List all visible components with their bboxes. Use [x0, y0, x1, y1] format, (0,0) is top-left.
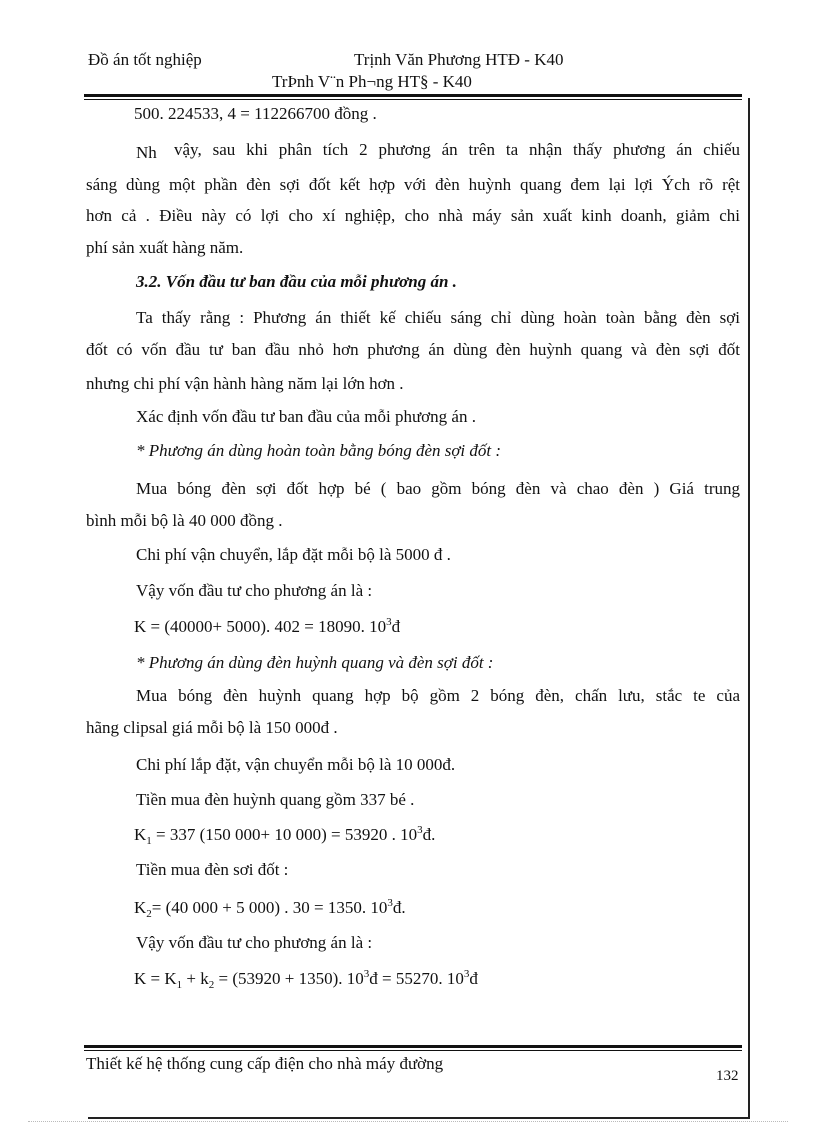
footer-title: Thiết kế hệ thống cung cấp điện cho nhà máy đường: [86, 1054, 444, 1073]
paragraph-7-line-2: hãng clipsal giá mỗi bộ là 150 000đ .: [86, 718, 338, 737]
paragraph-1-start: Nh: [136, 143, 157, 162]
paragraph-4-line-1: Mua bóng đèn sợi đốt hợp bé ( bao gồm bóng đèn và chao đèn ) Giá trung: [136, 479, 740, 498]
formula-k1: $K_1 = 337$ (150 000+ 10 000) = 53920 . $10^3đ$.: [134, 824, 436, 847]
paragraph-1-line-3: hơn cả . Điều này có lợi cho xí nghiệp, cho nhà máy sản xuất kinh doanh, giảm chi: [86, 206, 740, 225]
paragraph-3: Xác định vốn đầu tư ban đầu của mỗi phương án .: [136, 407, 476, 426]
paragraph-1-line-4: phí sản xuất hàng năm.: [86, 238, 244, 257]
footer-rule-thick: [84, 1045, 742, 1048]
option-2-heading: * Phương án dùng đèn huỳnh quang và đèn sợi đốt :: [136, 653, 494, 672]
paragraph-6: Vậy vốn đầu tư cho phương án là :: [136, 581, 373, 600]
option-1-heading: * Phương án dùng hoàn toàn bằng bóng đèn sợi đốt :: [136, 441, 502, 460]
header-left: Đồ án tốt nghiệp: [88, 50, 202, 69]
paragraph-2-line-1: Ta thấy rằng : Phương án thiết kế chiếu sáng chỉ dùng hoàn toàn bằng đèn sợi: [136, 308, 740, 327]
paragraph-11: Vậy vốn đầu tư cho phương án là :: [136, 933, 373, 952]
page-number: 132: [716, 1068, 739, 1084]
paragraph-2-line-3: nhưng chi phí vận hành hàng năm lại lớn hơn .: [86, 374, 404, 393]
paragraph-5: Chi phí vận chuyển, lắp đặt mỗi bộ là 5000 đ .: [136, 545, 451, 564]
page-edge-dotted-line: [28, 1121, 788, 1122]
paragraph-2-line-2: đốt có vốn đầu tư ban đầu nhỏ hơn phương án dùng đèn huỳnh quang và đèn sợi đốt: [86, 340, 740, 359]
formula-k2: $K_2= (40$ 000 + 5 000) . 30 = 1350. $10^3đ$.: [134, 897, 406, 920]
header-rule-thick: [84, 94, 742, 97]
formula-k: K = (40000+ 5000). 402 = 18090. $10^3đ$: [134, 616, 401, 636]
header-garbled-author: TrÞnh V¨n Ph¬ng HT§ - K40: [272, 72, 472, 91]
section-heading: 3.2. Vốn đầu tư ban đầu của mỗi phương án .: [136, 272, 457, 291]
paragraph-1-line-2: sáng dùng một phần đèn sợi đốt kết hợp với đèn huỳnh quang đem lại lợi Ých rõ rệt: [86, 175, 740, 194]
footer-rule-thin: [84, 1050, 742, 1051]
paragraph-10: Tiền mua đèn sơi đốt :: [136, 860, 289, 879]
paragraph-8: Chi phí lắp đặt, vận chuyển mỗi bộ là 10 000đ.: [136, 755, 456, 774]
paragraph-7-line-1: Mua bóng đèn huỳnh quang hợp bộ gồm 2 bóng đèn, chấn lưu, stắc te của: [136, 686, 740, 705]
formula-k-total: $K = K_1 + k_2 = (53920 + 1350)$. $10^3đ = 55270$. $10^3đ$: [134, 968, 478, 991]
page-border-shadow-right: [748, 98, 750, 1118]
header-rule-thin: [84, 99, 742, 100]
calc-line: 500. 224533, 4 = 112266700 đồng .: [134, 104, 377, 123]
paragraph-4-line-2: bình mỗi bộ là 40 000 đồng .: [86, 511, 283, 530]
paragraph-9: Tiền mua đèn huỳnh quang gồm 337 bé .: [136, 790, 415, 809]
header-author: Trịnh Văn Phương HTĐ - K40: [354, 50, 564, 69]
page-border-shadow-bottom: [88, 1117, 750, 1119]
paragraph-1-line-1: vậy, sau khi phân tích 2 phương án trên ta nhận thấy phương án chiếu: [174, 140, 740, 159]
